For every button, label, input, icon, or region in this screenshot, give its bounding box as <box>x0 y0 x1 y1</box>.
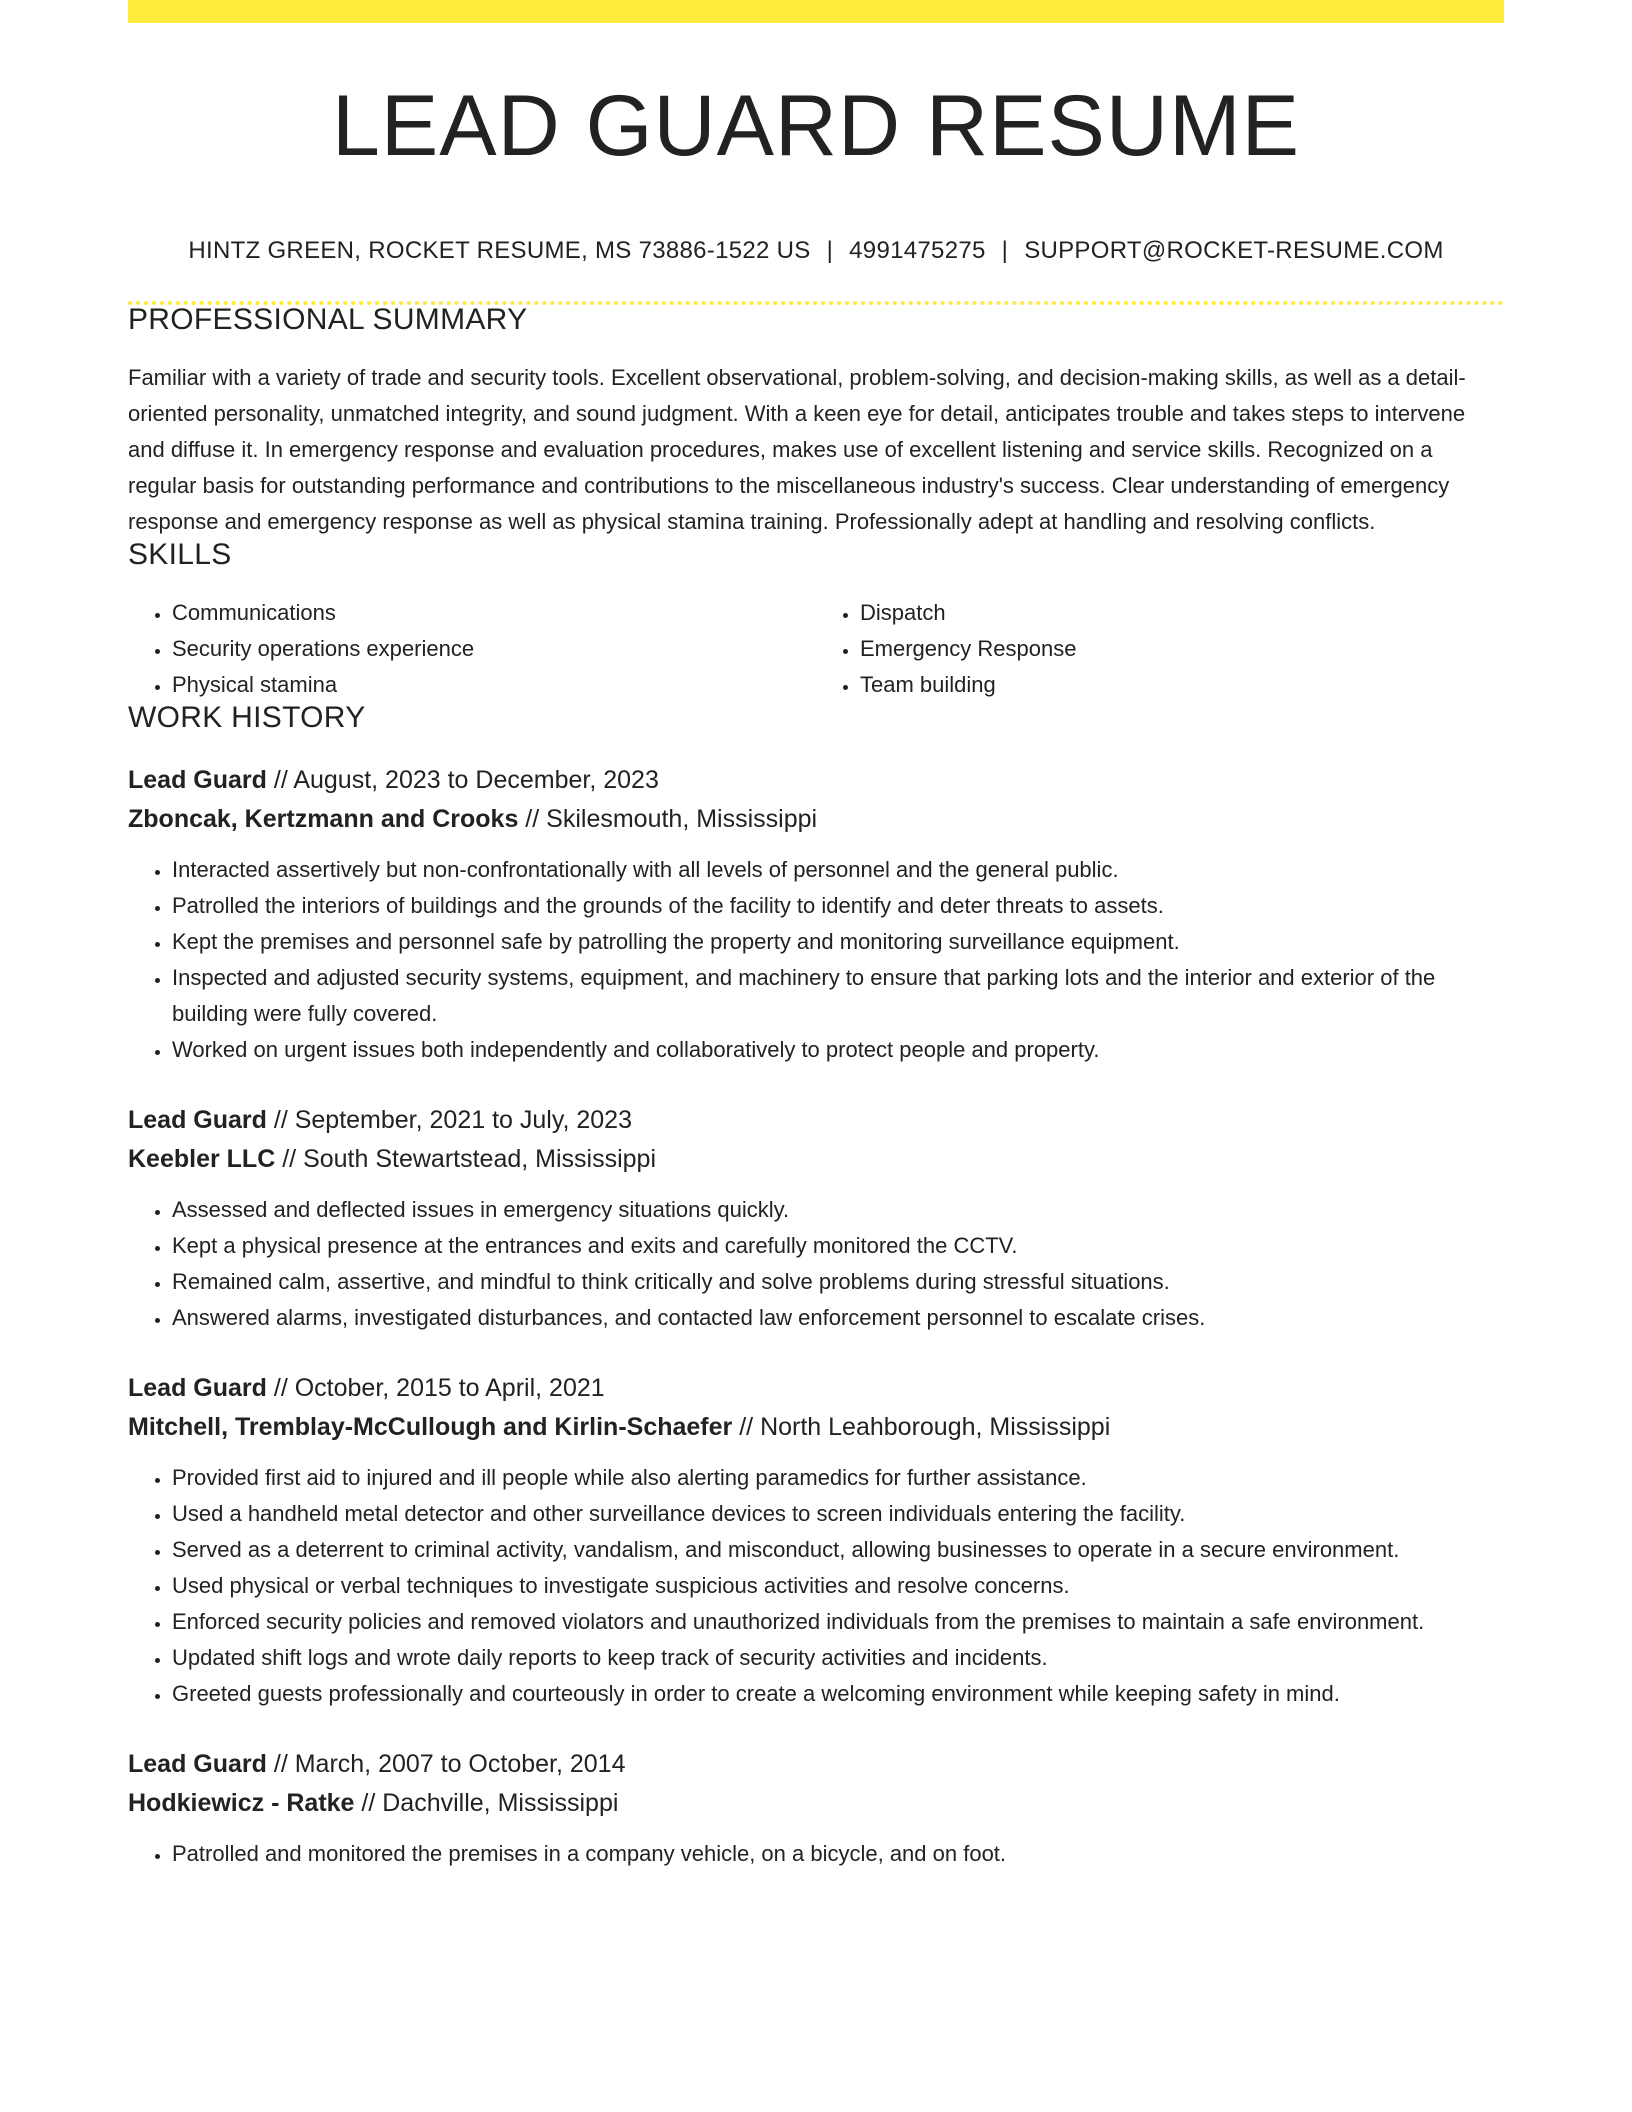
job-title: Lead Guard <box>128 1374 267 1402</box>
contact-separator: | <box>826 237 834 264</box>
contact-phone: 4991475275 <box>849 237 986 264</box>
job-bullet: • Kept the premises and personnel safe by patrolling the property and monitoring surveillance equipment. <box>172 924 1504 960</box>
job-bullet: • Interacted assertively but non-confrontationally with all levels of personnel and the general public. <box>172 852 1504 888</box>
job-entry <box>128 1101 1504 1336</box>
job-dates: September, 2021 to July, 2023 <box>294 1106 632 1134</box>
job-bullet: • Patrolled the interiors of buildings and the grounds of the facility to identify and deter threats to assets. <box>172 888 1504 924</box>
job-title: Lead Guard <box>128 1106 267 1134</box>
job-company-line <box>128 1140 1504 1179</box>
job-title: Lead Guard <box>128 1750 267 1778</box>
job-location: Skilesmouth, Mississippi <box>546 805 818 833</box>
contact-email: SUPPORT@ROCKET-RESUME.COM <box>1024 237 1444 264</box>
job-dates: March, 2007 to October, 2014 <box>294 1750 626 1778</box>
job-location: South Stewartstead, Mississippi <box>303 1145 656 1173</box>
job-separator: // <box>266 1374 295 1402</box>
work-history-heading: WORK HISTORY <box>128 701 366 734</box>
job-title-line <box>128 1745 1504 1784</box>
job-title-line <box>128 1369 1504 1408</box>
job-bullets <box>128 1460 1504 1712</box>
contact-address: HINTZ GREEN, ROCKET RESUME, MS 73886-1522 US <box>188 237 811 264</box>
skill-item: • Communications <box>172 595 816 631</box>
job-company: Mitchell, Tremblay-McCullough and Kirlin-Schaefer <box>128 1413 733 1441</box>
job-bullet: • Kept a physical presence at the entrances and exits and carefully monitored the CCTV. <box>172 1228 1504 1264</box>
job-bullet: • Enforced security policies and removed violators and unauthorized individuals from the premises to maintain a safe environment. <box>172 1604 1504 1640</box>
job-dates: August, 2023 to December, 2023 <box>293 766 659 794</box>
summary-text: Familiar with a variety of trade and security tools. Excellent observational, problem-solving, and decision-making skills, as well as a detail-oriented personality, unmatched integrity, and sound judgment. With a keen eye for detail, anticipates trouble and takes steps to intervene and diffuse it. In emergency response and evaluation procedures, makes use of excellent listening and service skills. Recognized on a regular basis for outstanding performance and contributions to the miscellaneous industry's success. Clear understanding of emergency response and emergency response as well as physical stamina training. Professionally adept at handling and resolving conflicts. <box>128 365 1466 534</box>
job-separator: // <box>275 1145 304 1173</box>
job-title-line <box>128 761 1504 800</box>
job-company: Keebler LLC <box>128 1145 276 1173</box>
job-bullets <box>128 1192 1504 1336</box>
skills-column-left <box>128 595 816 703</box>
skill-item: • Security operations experience <box>172 631 816 667</box>
job-bullet: • Patrolled and monitored the premises in a company vehicle, on a bicycle, and on foot. <box>172 1836 1504 1872</box>
skill-item: • Team building <box>860 667 1504 703</box>
job-bullet: • Served as a deterrent to criminal activity, vandalism, and misconduct, allowing businesses to operate in a secure environment. <box>172 1532 1504 1568</box>
job-bullet: • Worked on urgent issues both independently and collaboratively to protect people and property. <box>172 1032 1504 1068</box>
job-separator: // <box>732 1413 761 1441</box>
skills-grid <box>128 595 1504 703</box>
job-company-line <box>128 1784 1504 1823</box>
job-bullet: • Used a handheld metal detector and other surveillance devices to screen individuals entering the facility. <box>172 1496 1504 1532</box>
job-dates: October, 2015 to April, 2021 <box>294 1374 605 1402</box>
job-bullet: • Updated shift logs and wrote daily reports to keep track of security activities and incidents. <box>172 1640 1504 1676</box>
skill-item: • Dispatch <box>860 595 1504 631</box>
job-bullets <box>128 1836 1504 1872</box>
job-title: Lead Guard <box>128 766 267 794</box>
job-location: North Leahborough, Mississippi <box>760 1413 1111 1441</box>
job-separator: // <box>518 805 547 833</box>
job-company-line <box>128 1408 1504 1447</box>
contact-separator: | <box>1001 237 1009 264</box>
job-entry <box>128 1369 1504 1712</box>
job-entry <box>128 1745 1504 1872</box>
job-company: Zboncak, Kertzmann and Crooks <box>128 805 519 833</box>
skill-item: • Emergency Response <box>860 631 1504 667</box>
job-bullet: • Assessed and deflected issues in emergency situations quickly. <box>172 1192 1504 1228</box>
skills-column-right <box>816 595 1504 703</box>
job-bullet: • Greeted guests professionally and courteously in order to create a welcoming environment while keeping safety in mind. <box>172 1676 1504 1712</box>
job-separator: // <box>266 1106 295 1134</box>
job-bullet: • Answered alarms, investigated disturbances, and contacted law enforcement personnel to escalate crises. <box>172 1300 1504 1336</box>
job-bullet: • Remained calm, assertive, and mindful to think critically and solve problems during stressful situations. <box>172 1264 1504 1300</box>
job-bullet: • Provided first aid to injured and ill people while also alerting paramedics for further assistance. <box>172 1460 1504 1496</box>
contact-line <box>128 239 1504 263</box>
job-bullets <box>128 852 1504 1068</box>
accent-bar <box>128 0 1504 23</box>
job-company-line <box>128 800 1504 839</box>
job-separator: // <box>354 1789 383 1817</box>
job-separator: // <box>266 766 294 794</box>
skill-item: • Physical stamina <box>172 667 816 703</box>
skills-heading: SKILLS <box>128 538 232 571</box>
job-separator: // <box>266 1750 295 1778</box>
resume-page <box>128 0 1504 1872</box>
job-company: Hodkiewicz - Ratke <box>128 1789 355 1817</box>
summary-heading: PROFESSIONAL SUMMARY <box>128 303 528 336</box>
job-location: Dachville, Mississippi <box>382 1789 619 1817</box>
job-entry <box>128 761 1504 1068</box>
job-bullet: • Inspected and adjusted security systems, equipment, and machinery to ensure that parking lots and the interior and exterior of the building were fully covered. <box>172 960 1504 1032</box>
job-title-line <box>128 1101 1504 1140</box>
job-bullet: • Used physical or verbal techniques to investigate suspicious activities and resolve concerns. <box>172 1568 1504 1604</box>
resume-title: LEAD GUARD RESUME <box>332 78 1300 174</box>
